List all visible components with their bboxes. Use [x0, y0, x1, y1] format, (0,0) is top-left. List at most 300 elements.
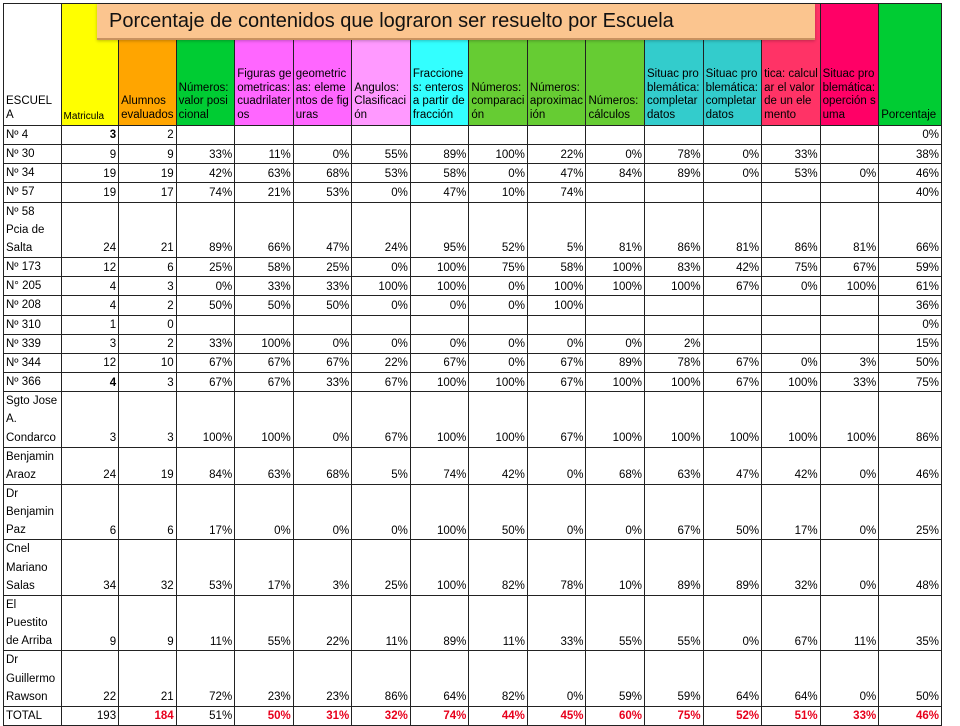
school-name-cell: Nº 4: [4, 126, 62, 145]
table-cell: 68%: [586, 447, 645, 484]
table-cell: 3: [119, 373, 177, 392]
table-cell: 67%: [527, 353, 586, 372]
table-cell: 0%: [820, 164, 879, 183]
table-cell: 33%: [762, 145, 821, 164]
table-cell: 33%: [527, 595, 586, 650]
table-cell: 11%: [469, 595, 528, 650]
table-cell: 81%: [703, 202, 762, 257]
table-cell: [820, 315, 879, 334]
table-cell: 33%: [820, 706, 879, 725]
table-row: [4, 447, 942, 484]
table-cell: 100%: [410, 392, 469, 447]
table-cell: 53%: [762, 164, 821, 183]
table-cell: 100%: [410, 277, 469, 296]
table-cell: 22: [61, 651, 119, 706]
table-cell: 89%: [410, 145, 469, 164]
table-cell: 3: [119, 392, 177, 447]
column-header: tica: calcular el valor de un elemento: [762, 4, 821, 126]
table-cell: 0%: [527, 484, 586, 539]
table-cell: 35%: [879, 595, 942, 650]
table-cell: 82%: [469, 651, 528, 706]
table-cell: [762, 334, 821, 353]
table-cell: [762, 183, 821, 202]
table-cell: 52%: [469, 202, 528, 257]
table-cell: [645, 315, 704, 334]
column-header: Angulos: Clasificación: [352, 4, 411, 126]
table-cell: 84%: [586, 164, 645, 183]
table-row: [4, 145, 942, 164]
table-cell: 100%: [703, 392, 762, 447]
table-cell: 89%: [645, 164, 704, 183]
table-cell: 53%: [293, 183, 352, 202]
table-cell: 86%: [879, 392, 942, 447]
table-cell: 55%: [352, 145, 411, 164]
table-cell: 63%: [235, 164, 294, 183]
table-cell: 11%: [820, 595, 879, 650]
table-cell: 100%: [176, 392, 235, 447]
table-cell: 67%: [645, 484, 704, 539]
school-name-cell: Nº 310: [4, 315, 62, 334]
table-cell: 59%: [586, 651, 645, 706]
table-cell: 66%: [235, 202, 294, 257]
table-row: [4, 258, 942, 277]
table-cell: 33%: [176, 334, 235, 353]
table-cell: 45%: [527, 706, 586, 725]
table-row: [4, 183, 942, 202]
table-cell: 2: [119, 334, 177, 353]
table-cell: 47%: [410, 183, 469, 202]
table-cell: 42%: [469, 447, 528, 484]
table-cell: 0%: [293, 392, 352, 447]
table-cell: 21%: [235, 183, 294, 202]
table-cell: 60%: [586, 706, 645, 725]
results-table: [3, 3, 942, 726]
table-cell: 3: [119, 277, 177, 296]
table-row: [4, 595, 942, 650]
table-cell: 75%: [469, 258, 528, 277]
table-cell: 32%: [762, 540, 821, 595]
table-cell: [469, 126, 528, 145]
table-cell: 100%: [410, 540, 469, 595]
table-cell: 5%: [527, 202, 586, 257]
table-cell: 86%: [762, 202, 821, 257]
table-cell: 50%: [235, 706, 294, 725]
table-cell: 2%: [645, 334, 704, 353]
school-name-cell: N° 205: [4, 277, 62, 296]
school-name-cell: Nº 339: [4, 334, 62, 353]
school-name-cell: Nº 57: [4, 183, 62, 202]
column-header: Alumnos evaluados: [119, 4, 177, 126]
table-cell: 24: [61, 202, 119, 257]
column-header: Números: aproximación: [527, 4, 586, 126]
table-cell: 63%: [645, 447, 704, 484]
table-cell: 4: [61, 373, 119, 392]
table-cell: 100%: [469, 392, 528, 447]
table-cell: [645, 126, 704, 145]
table-cell: 0%: [586, 484, 645, 539]
table-cell: 83%: [645, 258, 704, 277]
table-cell: 81%: [820, 202, 879, 257]
school-name-cell: Benjamin Araoz: [4, 447, 62, 484]
table-cell: [820, 334, 879, 353]
column-header: Números: cálculos: [586, 4, 645, 126]
column-header: Números: comparación: [469, 4, 528, 126]
table-cell: 21: [119, 202, 177, 257]
table-cell: 61%: [879, 277, 942, 296]
table-cell: 11%: [176, 595, 235, 650]
table-cell: 100%: [469, 145, 528, 164]
table-cell: 25%: [176, 258, 235, 277]
table-cell: 50%: [235, 296, 294, 315]
table-cell: 0%: [352, 296, 411, 315]
table-cell: [762, 315, 821, 334]
table-cell: 75%: [645, 706, 704, 725]
table-cell: 95%: [410, 202, 469, 257]
table-cell: 0%: [293, 145, 352, 164]
table-cell: 0%: [527, 334, 586, 353]
table-cell: 9: [61, 145, 119, 164]
table-cell: 100%: [410, 484, 469, 539]
table-cell: 42%: [703, 258, 762, 277]
table-cell: 0%: [352, 484, 411, 539]
table-cell: 55%: [235, 595, 294, 650]
column-header: Situac problemática: completar datos: [703, 4, 762, 126]
table-cell: 58%: [527, 258, 586, 277]
table-cell: 47%: [527, 164, 586, 183]
school-name-cell: Nº 34: [4, 164, 62, 183]
table-cell: [469, 315, 528, 334]
table-cell: 10%: [586, 540, 645, 595]
table-cell: 10: [119, 353, 177, 372]
table-cell: 12: [61, 353, 119, 372]
table-cell: 11%: [235, 145, 294, 164]
table-cell: 0%: [293, 484, 352, 539]
table-cell: [645, 183, 704, 202]
table-cell: 50%: [879, 353, 942, 372]
table-cell: 67%: [410, 353, 469, 372]
column-header: Matricula: [61, 4, 119, 126]
school-name-cell: Nº 208: [4, 296, 62, 315]
table-cell: 0%: [527, 651, 586, 706]
table-cell: 6: [119, 258, 177, 277]
table-cell: 1: [61, 315, 119, 334]
table-cell: [820, 126, 879, 145]
table-cell: 24: [61, 447, 119, 484]
column-header: Figuras geometricas: cuadrilateros: [235, 4, 294, 126]
table-cell: 51%: [176, 706, 235, 725]
column-header: Porcentaje: [879, 4, 942, 126]
table-cell: 67%: [293, 353, 352, 372]
table-cell: 23%: [293, 651, 352, 706]
table-cell: 32: [119, 540, 177, 595]
table-cell: 33%: [293, 373, 352, 392]
table-cell: 5%: [352, 447, 411, 484]
table-cell: 67%: [820, 258, 879, 277]
table-cell: [820, 296, 879, 315]
table-cell: 0%: [410, 334, 469, 353]
table-cell: 50%: [879, 651, 942, 706]
table-row: [4, 353, 942, 372]
table-cell: 38%: [879, 145, 942, 164]
table-cell: [762, 126, 821, 145]
table-cell: [410, 126, 469, 145]
table-cell: 86%: [352, 651, 411, 706]
table-cell: 34: [61, 540, 119, 595]
table-cell: [235, 315, 294, 334]
table-cell: 9: [119, 595, 177, 650]
table-cell: 3: [61, 334, 119, 353]
table-cell: 40%: [879, 183, 942, 202]
table-cell: 0%: [879, 315, 942, 334]
table-cell: 50%: [703, 484, 762, 539]
table-cell: 9: [119, 145, 177, 164]
table-cell: 50%: [176, 296, 235, 315]
table-cell: 63%: [235, 447, 294, 484]
table-row: [4, 164, 942, 183]
table-cell: 4: [61, 277, 119, 296]
table-cell: 3: [61, 126, 119, 145]
table-cell: [703, 296, 762, 315]
table-cell: [527, 126, 586, 145]
table-cell: 42%: [176, 164, 235, 183]
table-cell: 0%: [469, 277, 528, 296]
table-cell: 100%: [820, 277, 879, 296]
table-cell: [586, 296, 645, 315]
table-cell: 67%: [703, 373, 762, 392]
total-row: [4, 706, 942, 725]
table-cell: 100%: [586, 258, 645, 277]
table-cell: 67%: [527, 373, 586, 392]
table-row: [4, 315, 942, 334]
table-cell: 44%: [469, 706, 528, 725]
table-cell: 25%: [879, 484, 942, 539]
table-cell: 15%: [879, 334, 942, 353]
table-cell: 33%: [820, 373, 879, 392]
table-row: [4, 484, 942, 539]
table-cell: 89%: [410, 595, 469, 650]
table-cell: 0%: [703, 164, 762, 183]
table-cell: 64%: [703, 651, 762, 706]
table-cell: [352, 315, 411, 334]
table-cell: [586, 126, 645, 145]
school-name-cell: Nº 30: [4, 145, 62, 164]
table-cell: 23%: [235, 651, 294, 706]
school-name-cell: Dr Guillermo Rawson: [4, 651, 62, 706]
column-header: geometricas: elementos de figuras: [293, 4, 352, 126]
table-cell: 3: [61, 392, 119, 447]
table-cell: 72%: [176, 651, 235, 706]
table-cell: 22%: [352, 353, 411, 372]
table-cell: 100%: [410, 258, 469, 277]
table-cell: 22%: [527, 145, 586, 164]
table-cell: 89%: [586, 353, 645, 372]
table-cell: 78%: [645, 353, 704, 372]
table-cell: 25%: [352, 540, 411, 595]
table-cell: 53%: [176, 540, 235, 595]
table-cell: [586, 183, 645, 202]
table-cell: 33%: [293, 277, 352, 296]
table-cell: 2: [119, 296, 177, 315]
school-name-cell: Nº 173: [4, 258, 62, 277]
table-cell: 64%: [410, 651, 469, 706]
table-cell: 19: [119, 164, 177, 183]
table-cell: 0%: [235, 484, 294, 539]
table-cell: 58%: [235, 258, 294, 277]
table-cell: [820, 145, 879, 164]
table-cell: 9: [61, 595, 119, 650]
table-cell: 0%: [762, 277, 821, 296]
table-cell: 64%: [762, 651, 821, 706]
table-cell: 66%: [879, 202, 942, 257]
table-cell: 36%: [879, 296, 942, 315]
table-cell: 0%: [176, 277, 235, 296]
table-cell: 0%: [762, 353, 821, 372]
column-header: Situac problemática: operción suma: [820, 4, 879, 126]
table-cell: 48%: [879, 540, 942, 595]
table-cell: 59%: [879, 258, 942, 277]
table-cell: 67%: [703, 353, 762, 372]
table-cell: 53%: [352, 164, 411, 183]
table-cell: 46%: [879, 164, 942, 183]
table-cell: 0%: [703, 145, 762, 164]
table-cell: 74%: [410, 447, 469, 484]
table-cell: 0%: [352, 258, 411, 277]
table-cell: 100%: [645, 277, 704, 296]
school-name-cell: Cnel Mariano Salas: [4, 540, 62, 595]
table-cell: 47%: [703, 447, 762, 484]
table-cell: 19: [61, 164, 119, 183]
table-cell: 47%: [293, 202, 352, 257]
table-cell: 67%: [235, 353, 294, 372]
table-cell: 0%: [820, 540, 879, 595]
table-cell: 4: [61, 296, 119, 315]
column-header: Números: valor posicional: [176, 4, 235, 126]
school-name-cell: Dr Benjamin Paz: [4, 484, 62, 539]
table-cell: 55%: [645, 595, 704, 650]
table-cell: 67%: [762, 595, 821, 650]
table-cell: 17%: [176, 484, 235, 539]
table-cell: 100%: [586, 373, 645, 392]
table-cell: 67%: [176, 373, 235, 392]
table-cell: 46%: [879, 447, 942, 484]
table-cell: 67%: [352, 373, 411, 392]
table-cell: 0%: [703, 595, 762, 650]
school-name-cell: TOTAL: [4, 706, 62, 725]
table-cell: [293, 126, 352, 145]
table-cell: 184: [119, 706, 177, 725]
table-cell: 3%: [293, 540, 352, 595]
table-cell: 17%: [762, 484, 821, 539]
table-cell: 10%: [469, 183, 528, 202]
table-cell: 0%: [469, 296, 528, 315]
table-cell: 0%: [352, 334, 411, 353]
table-cell: 31%: [293, 706, 352, 725]
table-cell: 100%: [762, 373, 821, 392]
table-cell: [645, 296, 704, 315]
table-row: [4, 277, 942, 296]
table-cell: 100%: [645, 373, 704, 392]
table-cell: 100%: [527, 296, 586, 315]
table-cell: 100%: [586, 392, 645, 447]
table-cell: 12: [61, 258, 119, 277]
table-cell: 68%: [293, 447, 352, 484]
table-cell: 84%: [176, 447, 235, 484]
table-cell: 51%: [762, 706, 821, 725]
table-cell: 46%: [879, 706, 942, 725]
table-cell: 100%: [586, 277, 645, 296]
table-cell: 67%: [176, 353, 235, 372]
table-cell: 81%: [586, 202, 645, 257]
table-cell: 58%: [410, 164, 469, 183]
table-cell: [176, 315, 235, 334]
table-cell: 0%: [820, 651, 879, 706]
table-cell: 17: [119, 183, 177, 202]
table-cell: 75%: [879, 373, 942, 392]
table-cell: 78%: [527, 540, 586, 595]
table-cell: 68%: [293, 164, 352, 183]
table-cell: 0%: [820, 484, 879, 539]
table-cell: 0%: [879, 126, 942, 145]
table-cell: 67%: [352, 392, 411, 447]
table-cell: 0%: [293, 334, 352, 353]
table-cell: 0: [119, 315, 177, 334]
table-cell: 67%: [527, 392, 586, 447]
table-cell: [176, 126, 235, 145]
table-cell: 6: [119, 484, 177, 539]
table-cell: 0%: [469, 353, 528, 372]
table-row: [4, 126, 942, 145]
column-header: Fracciones: enteros a partir de fracción: [410, 4, 469, 126]
table-cell: 0%: [586, 334, 645, 353]
table-cell: 19: [61, 183, 119, 202]
table-cell: 33%: [235, 277, 294, 296]
table-cell: 100%: [820, 392, 879, 447]
table-cell: [762, 296, 821, 315]
table-cell: 100%: [352, 277, 411, 296]
column-header: ESCUELA: [4, 4, 62, 126]
title-banner: [97, 4, 815, 40]
school-name-cell: Nº 58 Pcia de Salta: [4, 202, 62, 257]
table-cell: 0%: [527, 447, 586, 484]
table-cell: [527, 315, 586, 334]
table-row: [4, 540, 942, 595]
table-cell: 55%: [586, 595, 645, 650]
column-header: Situac problemática: completar datos: [645, 4, 704, 126]
table-cell: [820, 183, 879, 202]
table-cell: 33%: [176, 145, 235, 164]
table-cell: 17%: [235, 540, 294, 595]
table-cell: 11%: [352, 595, 411, 650]
table-cell: 6: [61, 484, 119, 539]
school-name-cell: Nº 366: [4, 373, 62, 392]
table-cell: 50%: [469, 484, 528, 539]
table-row: [4, 334, 942, 353]
table-cell: [235, 126, 294, 145]
table-cell: 89%: [645, 540, 704, 595]
table-cell: 100%: [235, 392, 294, 447]
table-cell: 24%: [352, 202, 411, 257]
table-cell: 67%: [235, 373, 294, 392]
table-cell: [703, 315, 762, 334]
table-cell: [293, 315, 352, 334]
table-cell: 100%: [469, 373, 528, 392]
table-cell: 75%: [762, 258, 821, 277]
table-cell: 86%: [645, 202, 704, 257]
table-cell: 0%: [820, 447, 879, 484]
table-row: [4, 202, 942, 257]
table-cell: [703, 334, 762, 353]
table-cell: 0%: [352, 183, 411, 202]
